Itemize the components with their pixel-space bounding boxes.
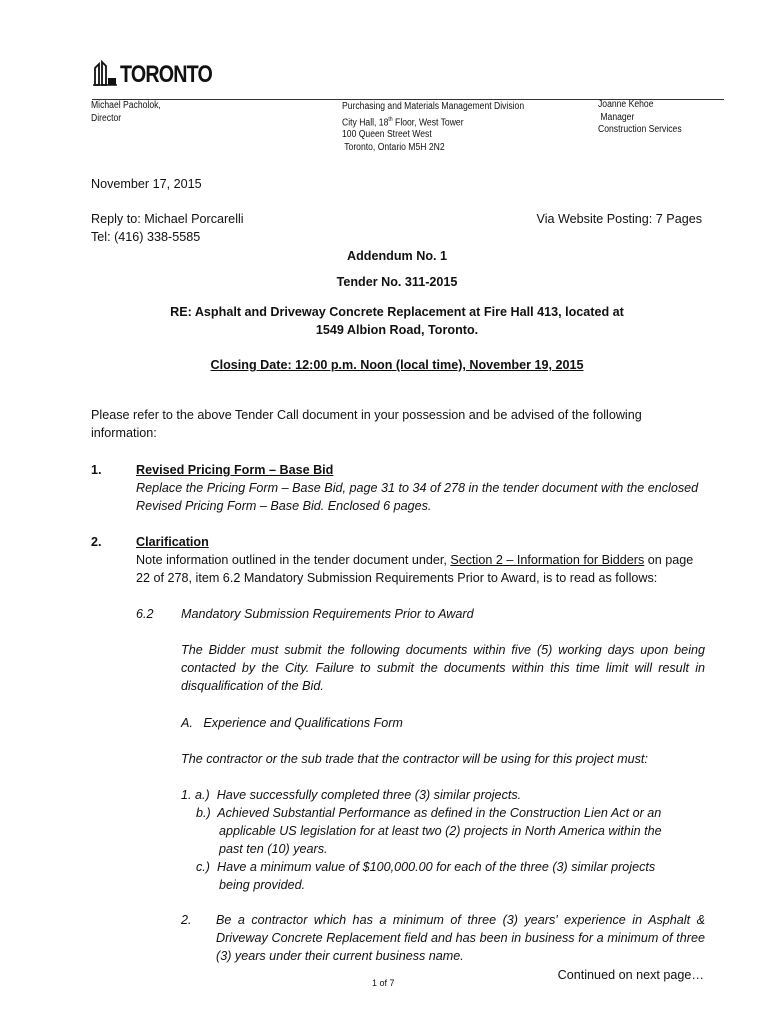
closing-date: Closing Date: 12:00 p.m. Noon (local time), November 19, 2015 xyxy=(210,358,584,372)
letterhead-center xyxy=(342,101,524,154)
manager-dept: Construction Services xyxy=(598,124,682,135)
requirement-1b-line2: applicable US legislation for at least two (2) projects in North America within the xyxy=(219,824,662,838)
address-floor: City Hall, 18th Floor, West Tower xyxy=(342,116,464,128)
section-paragraph: The Bidder must submit the following documents within five (5) working days upon being contacted by the City. Failure to submit the documents within this time limit will result in disqualification of the Bid. xyxy=(181,643,705,693)
telephone: Tel: (416) 338-5585 xyxy=(91,230,201,244)
requirement-2-text: Be a contractor which has a minimum of three (3) years' experience in Asphalt & Driveway Concrete Replacement field and has been in business for a minimum of three (3) years under their current business name. xyxy=(216,913,705,963)
re-line-2: 1549 Albion Road, Toronto. xyxy=(315,323,479,337)
section-title: Mandatory Submission Requirements Prior to Award xyxy=(181,607,474,621)
item-1-title: Revised Pricing Form – Base Bid xyxy=(136,463,334,477)
re-line-1: RE: Asphalt and Driveway Concrete Replacement at Fire Hall 413, located at xyxy=(170,305,624,319)
letter-date: November 17, 2015 xyxy=(91,177,202,191)
manager-title: Manager xyxy=(598,111,635,123)
requirement-1c-line1: c.) Have a minimum value of $100,000.00 for each of the three (3) similar projects xyxy=(196,860,656,874)
reply-to: Reply to: Michael Porcarelli xyxy=(91,212,244,226)
requirement-2-number: 2. xyxy=(181,913,192,927)
requirement-1c-line2: being provided. xyxy=(219,878,306,892)
section-number: 6.2 xyxy=(136,607,154,621)
intro-paragraph: Please refer to the above Tender Call document in your possession and be advised of the following information: xyxy=(91,408,642,440)
continued-note: Continued on next page… xyxy=(557,968,704,982)
director-title: Director xyxy=(91,112,122,124)
page-number: 1 of 7 xyxy=(372,978,395,988)
posting-info: Via Website Posting: 7 Pages xyxy=(536,212,702,226)
section-reference-link: Section 2 – Information for Bidders xyxy=(450,553,645,567)
director-name: Michael Pacholok, xyxy=(91,100,161,111)
sub-heading-a: A. Experience and Qualifications Form xyxy=(181,716,403,730)
logo-wordmark: TORONTO xyxy=(120,61,212,88)
address-street: 100 Queen Street West xyxy=(342,129,432,141)
item-2-number: 2. xyxy=(91,535,102,549)
requirement-1b-line3: past ten (10) years. xyxy=(219,842,328,856)
item-1-text: Replace the Pricing Form – Base Bid, page 31 to 34 of 278 in the tender document with the enclosed Revised Pricing Form – Base Bid. Enclosed 6 pages. xyxy=(136,481,699,513)
division-name: Purchasing and Materials Management Division xyxy=(342,101,525,112)
item-2-text: Note information outlined in the tender document under, Section 2 – Information for Bidders on page 22 of 278, item 6.2 Mandatory Submission Requirements Prior to Award, is to read as follows: xyxy=(136,553,694,585)
addendum-title: Addendum No. 1 xyxy=(346,249,448,263)
address-city: Toronto, Ontario M5H 2N2 xyxy=(342,141,445,153)
toronto-logo xyxy=(93,60,232,86)
letterhead-left xyxy=(91,100,161,125)
requirement-1a: 1. a.) Have successfully completed three (3) similar projects. xyxy=(181,788,522,802)
contractor-must: The contractor or the sub trade that the contractor will be using for this project must: xyxy=(181,752,648,766)
item-2-title: Clarification xyxy=(136,535,209,549)
letterhead-right xyxy=(598,99,682,137)
requirement-1b-line1: b.) Achieved Substantial Performance as defined in the Construction Lien Act or an xyxy=(196,806,662,820)
tender-number: Tender No. 311-2015 xyxy=(336,275,458,289)
manager-name: Joanne Kehoe xyxy=(598,99,654,110)
item-1-number: 1. xyxy=(91,463,102,477)
city-hall-icon xyxy=(93,60,117,86)
